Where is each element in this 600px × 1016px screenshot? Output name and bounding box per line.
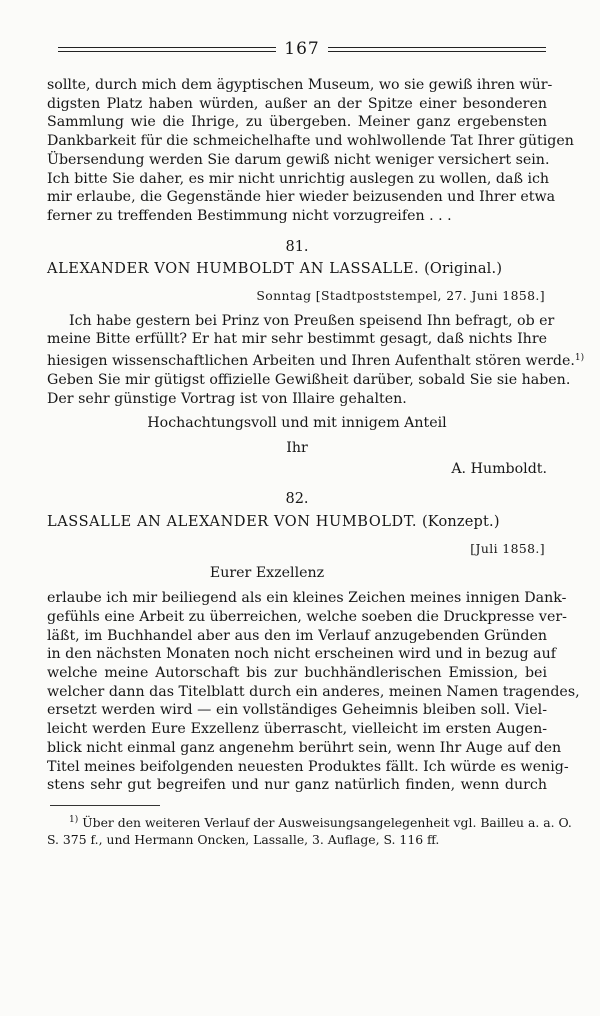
text-line: digsten Platz haben würden, außer an der Spitze einer besonderen: [47, 95, 547, 112]
text-line: stens sehr gut begreifen und nur ganz natürlich finden, wenn durch: [47, 777, 547, 794]
footnote: [47, 812, 572, 848]
text-line: Geben Sie mir gütigst offizielle Gewißheit darüber, sobald Sie sie haben.: [47, 371, 571, 388]
text-line: in den nächsten Monaten noch nicht erscheinen wird und in bezug auf: [47, 646, 556, 663]
letter-82-title: LASSALLE AN ALEXANDER VON HUMBOLDT.: [47, 514, 418, 531]
footnote-line: [47, 812, 572, 831]
page-number: 167: [284, 39, 320, 59]
letter-82-date: [Juli 1858.]: [470, 540, 545, 556]
footnote-marker: 1): [69, 814, 79, 825]
letter-81-body: [47, 312, 585, 409]
footnote-line: S. 375 f., und Hermann Oncken, Lassalle, 3. Auflage, S. 116 ff.: [47, 831, 440, 847]
header-rule-right: [328, 47, 546, 52]
text-line: welche meine Autorschaft bis zur buchhändlerischen Emission, bei: [47, 664, 547, 681]
page-body: [47, 76, 585, 848]
text-line-content: hiesigen wissenschaftlichen Arbeiten und Ihren Aufenthalt stören werde.: [47, 353, 575, 370]
footnote-marker: 1): [574, 353, 585, 364]
footnote-rule: [50, 805, 160, 806]
text-line: Ich bitte Sie daher, es mir nicht unrichtig auslegen zu wollen, daß ich: [47, 170, 550, 187]
text-line: welcher dann das Titelblatt durch ein anderes, meinen Namen tragendes,: [47, 683, 580, 700]
text-line: läßt, im Buchhandel aber aus den im Verlauf anzugebenden Gründen: [47, 627, 547, 644]
text-line: blick nicht einmal ganz angenehm berührt sein, wenn Ihr Auge auf den: [47, 739, 562, 756]
letter-81-date: Sonntag [Stadtpoststempel, 27. Juni 1858.]: [256, 288, 545, 304]
letter-82-salutation: Eurer Exzellenz: [209, 565, 325, 582]
text-line: meine Bitte erfüllt? Er hat mir sehr bestimmt gesagt, daß nichts Ihre: [47, 331, 547, 348]
letter-81-closing-ihr: Ihr: [286, 439, 308, 456]
letter-81-title: ALEXANDER VON HUMBOLDT AN LASSALLE.: [47, 261, 420, 278]
letter-82-body: [47, 589, 580, 795]
letter-81-number: 81.: [285, 238, 309, 255]
letter-81-source-note: (Original.): [424, 261, 503, 278]
text-line: gefühls eine Arbeit zu überreichen, welche soeben die Druckpresse ver-: [47, 608, 567, 625]
letter-82-heading: [47, 513, 547, 532]
text-line: leicht werden Eure Exzellenz überrascht, vielleicht im ersten Augen-: [47, 721, 547, 738]
text-line: ferner zu treffenden Bestimmung nicht vorzugreifen . . .: [47, 207, 452, 224]
header-rule-left: [58, 47, 276, 52]
text-line: Titel meines beifolgenden neuesten Produktes fällt. Ich würde es wenig-: [47, 758, 569, 775]
text-line: ersetzt werden wird — ein vollständiges Geheimnis bleiben soll. Viel-: [47, 702, 547, 719]
letter-82-source-note: (Konzept.): [421, 514, 500, 531]
footnote-text: Über den weiteren Verlauf der Ausweisungsangelegenheit vgl. Bailleu a. a. O.: [82, 814, 572, 830]
text-line: Der sehr günstige Vortrag ist von Illaire gehalten.: [47, 390, 407, 407]
text-line: Sammlung wie die Ihrige, zu übergeben. Meiner ganz ergebensten: [47, 114, 547, 131]
text-line: Dankbarkeit für die schmeichelhafte und wohlwollende Tat Ihrer gütigen: [47, 133, 574, 150]
letter-81-closing: Hochachtungsvoll und mit innigem Anteil: [147, 415, 447, 432]
letter-82-number: 82.: [285, 491, 309, 508]
letter-81-heading: [47, 260, 547, 279]
letter-81-signature: A. Humboldt.: [451, 460, 547, 477]
text-line: Ich habe gestern bei Prinz von Preußen speisend Ihn befragt, ob er: [69, 312, 555, 329]
text-line: erlaube ich mir beiliegend als ein kleines Zeichen meines innigen Dank-: [47, 590, 567, 607]
text-line: sollte, durch mich dem ägyptischen Museum, wo sie gewiß ihren wür-: [47, 77, 553, 93]
text-line: mir erlaube, die Gegenstände hier wieder beizusenden und Ihrer etwa: [47, 189, 556, 206]
page-header: [58, 36, 546, 62]
text-line: [47, 349, 585, 371]
opening-paragraph: [47, 76, 574, 226]
text-line: Übersendung werden Sie darum gewiß nicht weniger versichert sein.: [47, 151, 550, 168]
